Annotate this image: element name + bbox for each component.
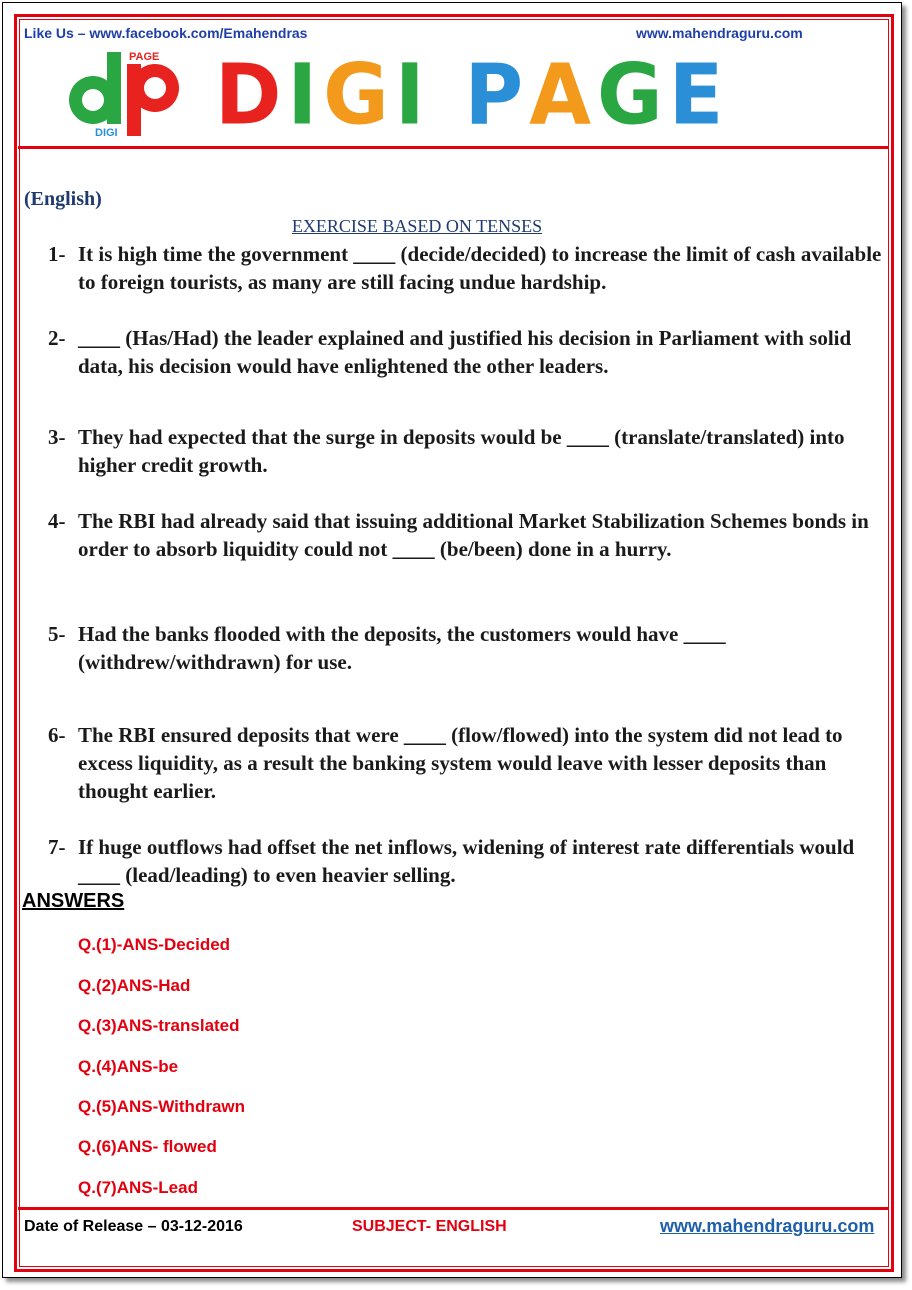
question-text: ____ (Has/Had) the leader explained and justified his decision in Parliament with solid data, his decision would have enlightened the other leaders. <box>78 326 852 378</box>
question-3 <box>48 423 898 479</box>
answer-3: Q.(3)ANS-translated <box>78 1016 240 1035</box>
answer-7: Q.(7)ANS-Lead <box>78 1178 198 1197</box>
banner-letter: G <box>323 45 389 144</box>
website-link-footer[interactable]: www.mahendraguru.com <box>660 1216 875 1236</box>
facebook-link[interactable]: Like Us – www.facebook.com/Emahendras <box>24 25 308 41</box>
website-link-top[interactable]: www.mahendraguru.com <box>636 25 803 41</box>
logo-bottom-text: DIGI <box>95 127 118 139</box>
question-4 <box>48 507 898 563</box>
question-number: 6- <box>48 723 66 747</box>
dp-logo-icon <box>55 48 195 140</box>
banner-letter: I <box>394 45 425 144</box>
answer-2: Q.(2)ANS-Had <box>78 976 191 995</box>
question-number: 2- <box>48 326 66 350</box>
subject-label: (English) <box>24 188 102 210</box>
question-text: Had the banks flooded with the deposits, the customers would have ____ (withdrew/withdrawn) for use. <box>78 622 726 674</box>
banner-letter: D <box>215 45 282 144</box>
question-1 <box>48 240 898 296</box>
question-text: The RBI had already said that issuing additional Market Stabilization Schemes bonds in order to absorb liquidity could not ____ (be/been) done in a hurry. <box>78 509 869 561</box>
question-7 <box>48 833 898 889</box>
banner-letter: E <box>668 45 724 144</box>
banner-letter: G <box>597 45 663 144</box>
answer-5: Q.(5)ANS-Withdrawn <box>78 1097 246 1116</box>
footer-divider <box>18 1207 888 1210</box>
question-text: The RBI ensured deposits that were ____ (flow/flowed) into the system did not lead to excess liquidity, as a result the banking system would leave with lesser deposits than thought earlier. <box>78 723 843 803</box>
logo-top-text: PAGE <box>129 51 160 63</box>
exercise-title: EXERCISE BASED ON TENSES <box>291 216 543 236</box>
question-text: They had expected that the surge in deposits would be ____ (translate/translated) into higher credit growth. <box>78 425 845 477</box>
question-number: 1- <box>48 242 66 266</box>
question-number: 7- <box>48 835 66 859</box>
question-2 <box>48 324 898 380</box>
banner-letter: P <box>464 45 524 144</box>
answer-4: Q.(4)ANS-be <box>78 1057 179 1076</box>
question-number: 3- <box>48 425 66 449</box>
banner-letter: A <box>529 45 592 144</box>
question-6 <box>48 721 898 805</box>
answer-1: Q.(1)-ANS-Decided <box>78 935 231 954</box>
question-5 <box>48 620 898 676</box>
answers-heading: ANSWERS <box>22 890 125 912</box>
question-text: If huge outflows had offset the net inflows, widening of interest rate differentials would ____ (lead/leading) to even heavier selling. <box>78 835 855 887</box>
banner-letter <box>431 48 459 143</box>
release-date: Date of Release – 03-12-2016 <box>24 1218 243 1235</box>
question-number: 5- <box>48 622 66 646</box>
question-text: It is high time the government ____ (decide/decided) to increase the limit of cash available to foreign tourists, as many are still facing undue hardship. <box>78 242 882 294</box>
answer-6: Q.(6)ANS- flowed <box>78 1137 217 1156</box>
question-number: 4- <box>48 509 66 533</box>
footer-subject: SUBJECT- ENGLISH <box>352 1218 507 1235</box>
digi-page-banner <box>215 45 724 144</box>
header-divider <box>18 146 888 149</box>
banner-letter: I <box>287 45 318 144</box>
